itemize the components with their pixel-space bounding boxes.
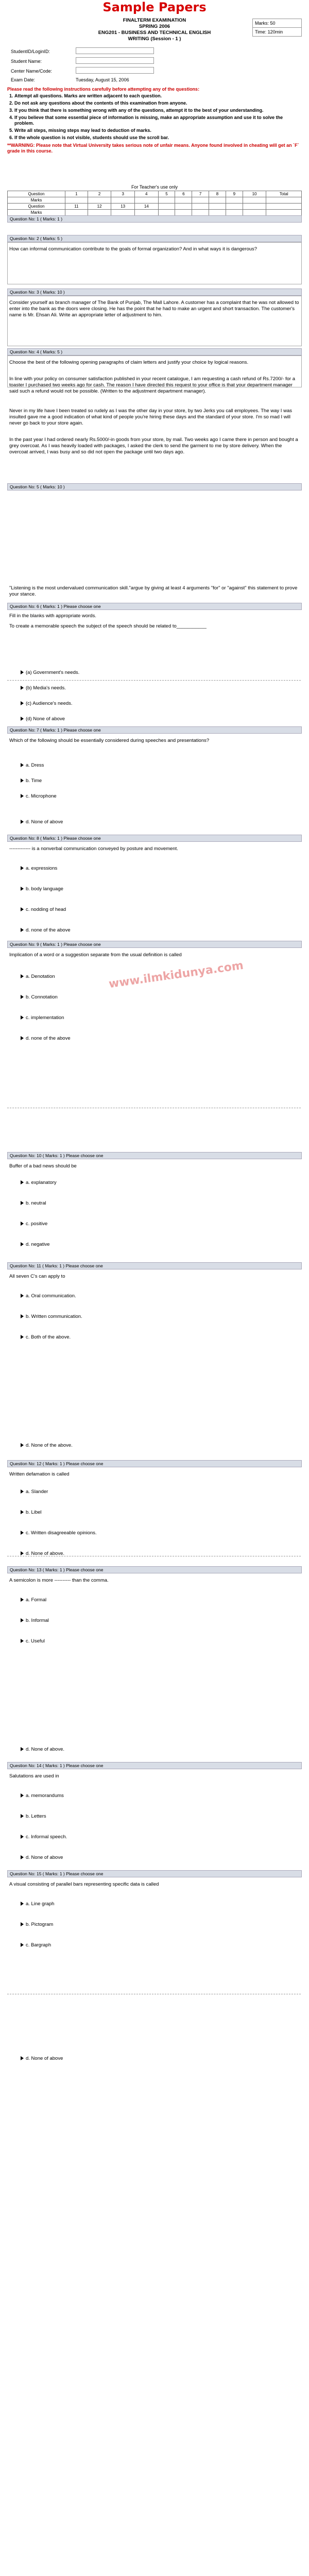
answer-option[interactable] [21,1638,278,1645]
answer-option[interactable] [21,1180,278,1186]
arrow-right-icon [21,1222,24,1226]
answer-option-label: d. None of above. [26,1551,64,1556]
arrow-right-icon [21,1443,24,1447]
arrow-right-icon [21,974,24,978]
answer-option-label: d. None of the above. [26,1443,73,1448]
question-header-bar: Question No: 4 ( Marks: 5 ) [7,348,302,355]
teacher-table-cell [209,197,226,204]
teacher-table-cell [192,204,209,210]
arrow-right-icon [21,866,24,870]
teacher-table-cell [209,210,226,216]
answer-option-label: a. expressions [26,866,58,871]
question-text: In line with your policy on consumer satisfaction published in your recent catalogue, I am requesting a cash refund of Rs.7200/- for a toaster I purchased two weeks ago for cash. The reason I have directed this request to your office is that your department manager said such a refund would not be possible. (Written to the adjustment department manager). [9,376,295,394]
question-text: A visual consisting of parallel bars representing specific data is called [9,1882,159,1887]
question-text: How can informal communication contribute to the goals of formal organization? And in what ways it is dangerous? [9,246,258,252]
arrow-right-icon [21,928,24,932]
question-text: Which of the following should be essentially considered during speeches and presentations? [9,738,210,743]
question-text: In the past year I had ordered nearly Rs.5000/-in goods from your store, by mail. Two weeks ago I came there in person and bought a grey overcoat. As I was heavily loaded with packages, I asked the clerk to send the garment to me by store delivery. When the overcoat arrived, I was busy and so did not open the package until two days ago. [9,437,298,455]
answer-option[interactable] [21,716,278,722]
answer-option-label: d. negative [26,1242,50,1247]
answer-option[interactable] [21,866,278,872]
answer-option-label: d. None of above [26,819,63,825]
teacher-table-cell [134,197,158,204]
teacher-table-cell [209,204,226,210]
teacher-table-cell: 1 [65,191,88,197]
teacher-table-cell [226,204,243,210]
question-header-bar: Question No: 8 ( Marks: 1 ) Please choose one [7,835,302,842]
instruction-item: 5. Write all steps, missing steps may lead to deduction of marks. [14,128,301,133]
instruction-item: 6. If the whole question is not visible, students should use the scroll bar. [14,135,301,141]
question-header-bar: Question No: 2 ( Marks: 5 ) [7,235,302,242]
instruction-item: 4. If you believe that some essential piece of information is missing, make an appropriate assumption and use it to solve the problem. [14,115,301,126]
student-info [9,46,156,84]
answer-option-label: c. nodding of head [26,907,66,912]
answer-option-label: c. implementation [26,1015,64,1021]
question-text: Written defamation is called [9,1471,70,1477]
marks-box [252,19,302,37]
instruction-item: 2. Do not ask any questions about the contents of this examination from anyone. [14,100,301,106]
answer-option[interactable] [21,1314,278,1320]
arrow-right-icon [21,887,24,891]
question-text: All seven C's can apply to [9,1274,65,1279]
question-header-bar: Question No: 6 ( Marks: 1 ) Please choose one [7,603,302,610]
arrow-right-icon [21,701,24,705]
answer-option-label: b. Time [26,778,42,784]
answer-option-label: (a) Government's needs. [26,670,80,675]
arrow-right-icon [21,1793,24,1798]
teacher-table-cell: Question [8,191,65,197]
arrow-right-icon [21,1314,24,1318]
teacher-table-cell [88,197,111,204]
teacher-table-cell [111,210,135,216]
question-text: Buffer of a bad news should be [9,1163,77,1169]
center-label: Center Name/Code: [11,68,53,74]
answer-option[interactable] [21,1443,278,1449]
answer-option[interactable] [21,1814,278,1820]
answer-option[interactable] [21,1489,278,1495]
teacher-table-cell [266,210,302,216]
question-header-bar: Question No: 12 ( Marks: 1 ) Please choose one [7,1460,302,1467]
teacher-table-cell: 9 [226,191,243,197]
teacher-table-cell [134,210,158,216]
answer-option[interactable] [21,927,278,934]
arrow-right-icon [21,907,24,911]
teacher-table-cell [243,210,266,216]
answer-option[interactable] [21,994,278,1001]
answer-option[interactable] [21,1901,278,1907]
answer-option-label: d. None of above. [26,1747,64,1752]
warning-text: **WARNING: Please note that Virtual University takes serious note of unfair means. Anyone found involved in cheating will get an `F` grade in this course. [7,143,299,154]
question-text: To create a memorable speech the subject of the speech should be related to___________ [9,623,207,629]
teacher-table-cell: 12 [88,204,111,210]
arrow-right-icon [21,1747,24,1751]
teacher-table-cell: Marks [8,210,65,216]
question-text: Implication of a word or a suggestion separate from the usual definition is called [9,952,182,958]
student-name-field[interactable] [76,57,154,64]
arrow-right-icon [21,1510,24,1514]
instructions-title: Please read the following instructions carefully before attempting any of the questions: [7,87,200,92]
answer-option-label: b. neutral [26,1200,46,1206]
answer-option-label: d. None of above [26,2056,63,2061]
answer-option[interactable] [21,1834,278,1840]
arrow-right-icon [21,794,24,798]
answer-option-label: b. Written communication. [26,1314,82,1319]
teacher-table-cell [243,204,266,210]
answer-option[interactable] [21,819,278,825]
teacher-table-cell [192,197,209,204]
question-header-bar: Question No: 5 ( Marks: 10 ) [7,483,302,490]
answer-option[interactable] [21,1015,278,1021]
question-header-bar: Question No: 1 ( Marks: 1 ) [7,215,302,223]
answer-option[interactable] [21,1793,278,1799]
arrow-right-icon [21,1922,24,1926]
arrow-right-icon [21,670,24,674]
student-id-label: StudentID/LoginID: [11,48,50,54]
answer-option[interactable] [21,1942,278,1948]
answer-option[interactable] [21,778,278,784]
answer-option-label: c. Microphone [26,793,57,799]
answer-option-label: b. Connotation [26,994,58,1000]
teacher-table-cell: 3 [111,191,135,197]
question-header-bar: Question No: 15 ( Marks: 1 ) Please choose one [7,1870,302,1877]
teacher-table-cell [175,210,192,216]
answer-option-label: (d) None of above [26,716,65,722]
teacher-table-cell: 5 [158,191,175,197]
teacher-table-caption: For Teacher's use only [131,184,178,190]
question-header-bar: Question No: 11 ( Marks: 1 ) Please choose one [7,1262,302,1269]
arrow-right-icon [21,1551,24,1555]
instructions [7,87,301,154]
teacher-table-cell [266,204,302,210]
paper-header [77,18,232,42]
page-header-title: Sample Papers [102,0,207,14]
question-header-bar: Question No: 7 ( Marks: 1 ) Please choose one [7,726,302,734]
answer-option[interactable] [21,685,278,691]
answer-option[interactable] [21,1618,278,1624]
arrow-right-icon [21,820,24,824]
answer-option-label: c. Both of the above. [26,1334,71,1340]
question-header-bar: Question No: 13 ( Marks: 1 ) Please choose one [7,1566,302,1573]
answer-option-label: d. none of the above [26,1036,71,1041]
arrow-right-icon [21,1598,24,1602]
teacher-table-cell: 4 [134,191,158,197]
arrow-right-icon [21,1335,24,1339]
arrow-right-icon [21,1180,24,1184]
answer-option[interactable] [21,1922,278,1928]
answer-option-label: d. none of the above [26,927,71,933]
total-marks: Marks: 50 [253,19,302,28]
answer-option-label: a. Formal [26,1597,47,1603]
teacher-table-cell: 11 [65,204,88,210]
question-header-bar: Question No: 14 ( Marks: 1 ) Please choose one [7,1762,302,1769]
answer-option-label: b. Pictogram [26,1922,54,1927]
answer-option[interactable] [21,2056,278,2062]
teacher-table-cell [175,197,192,204]
question-text: "Listening is the most undervalued communication skill."argue by giving at least 4 arguments "for" or "against" this statement to prove your stance. [9,585,298,597]
teacher-table-cell [226,197,243,204]
answer-option[interactable] [21,1747,278,1753]
answer-option[interactable] [21,701,278,707]
exam-date-value: Tuesday, August 15, 2006 [76,77,129,82]
answer-option-label: a. Slander [26,1489,48,1495]
answer-option-label: a. Line graph [26,1901,55,1907]
teacher-table-cell: 14 [134,204,158,210]
question-header-bar: Question No: 9 ( Marks: 1 ) Please choose one [7,941,302,948]
arrow-right-icon [21,1902,24,1906]
teacher-table-cell [158,204,175,210]
arrow-right-icon [21,1835,24,1839]
answer-option[interactable] [21,670,278,676]
question-text: A semicolon is more ---------- than the comma. [9,1578,109,1583]
answer-option[interactable] [21,886,278,892]
answer-option-label: a. memorandums [26,1793,64,1799]
answer-option-label: b. Informal [26,1618,49,1623]
page-separator [7,680,301,681]
arrow-right-icon [21,1294,24,1298]
answer-option[interactable] [21,762,278,769]
teacher-table-cell: Total [266,191,302,197]
answer-option-label: a. Denotation [26,974,55,979]
answer-option-label: c. positive [26,1221,48,1227]
semester: SPRING 2006 [139,24,170,29]
answer-option-label: b. body language [26,886,63,892]
question-text: Choose the best of the following opening paragraphs of claim letters and justify your choice by logical reasons. [9,360,249,365]
teacher-table-cell [88,210,111,216]
teacher-table-cell: 2 [88,191,111,197]
answer-option[interactable] [21,1334,278,1341]
teacher-table-cell [158,210,175,216]
arrow-right-icon [21,1943,24,1947]
question-text: Never in my life have I been treated so rudely as I was the other day in your store, by two Jerks you call employees. The way I was insulted gave me a good indication of what kind of people you're hiring these days and the standard of your store. I'm so mad I will never go back to your store again. [9,408,292,426]
answer-option-label: a. Oral communication. [26,1293,76,1299]
teacher-table-cell [65,210,88,216]
teacher-table-cell: 8 [209,191,226,197]
arrow-right-icon [21,1242,24,1246]
teacher-table-cell [158,197,175,204]
instruction-item: 1. Attempt all questions. Marks are written adjacent to each question. [14,93,301,99]
question-text: ------------- is a nonverbal communication conveyed by posture and movement. [9,846,178,852]
teacher-table [7,191,302,216]
answer-option-label: d. None of above [26,1855,63,1860]
arrow-right-icon [21,1489,24,1494]
course-name: ENG201 - BUSINESS AND TECHNICAL ENGLISH [98,30,211,36]
arrow-right-icon [21,2056,24,2060]
answer-option-label: c. Informal speech. [26,1834,67,1840]
exam-date-label: Exam Date: [11,77,36,82]
student-name-label: Student Name: [11,58,42,64]
arrow-right-icon [21,1015,24,1020]
teacher-table-cell: 13 [111,204,135,210]
answer-option[interactable] [21,1200,278,1207]
teacher-table-cell: Question [8,204,65,210]
answer-option[interactable] [21,1036,278,1042]
answer-option[interactable] [21,907,278,913]
teacher-table-cell [65,197,88,204]
answer-option[interactable] [21,1242,278,1248]
student-id-field[interactable] [76,47,154,54]
answer-option-label: c. Written disagreeable opinions. [26,1530,97,1536]
answer-option[interactable] [21,1597,278,1603]
answer-option-label: b. Libel [26,1510,42,1515]
arrow-right-icon [21,995,24,999]
answer-option[interactable] [21,793,278,800]
time-allowed: Time: 120min [253,28,302,37]
answer-option-label: a. Dress [26,762,44,768]
arrow-right-icon [21,763,24,767]
arrow-right-icon [21,778,24,783]
answer-option-label: c. Useful [26,1638,45,1644]
teacher-table-cell: 6 [175,191,192,197]
answer-option-label: c. Bargraph [26,1942,52,1948]
session-name: WRITING (Session - 1 ) [128,36,181,42]
teacher-table-cell: 10 [243,191,266,197]
arrow-right-icon [21,1201,24,1205]
answer-option-label: (c) Audience's needs. [26,701,73,706]
arrow-right-icon [21,1618,24,1622]
answer-option[interactable] [21,1293,278,1299]
question-text: Fill in the blanks with appropriate words. [9,613,96,619]
question-header-bar: Question No: 3 ( Marks: 10 ) [7,289,302,296]
instruction-item: 3. If you think that there is something wrong with any of the questions, attempt it to the best of your understanding. [14,108,301,113]
arrow-right-icon [21,1814,24,1818]
arrow-right-icon [21,717,24,721]
teacher-table-cell [111,197,135,204]
answer-option[interactable] [21,1530,278,1536]
answer-option[interactable] [21,1855,278,1861]
arrow-right-icon [21,686,24,690]
answer-option[interactable] [21,974,278,980]
teacher-table-cell: Marks [8,197,65,204]
question-header-bar: Question No: 10 ( Marks: 1 ) Please choose one [7,1152,302,1159]
answer-option[interactable] [21,1221,278,1227]
teacher-table-cell [226,210,243,216]
exam-title: FINALTERM EXAMINATION [123,18,186,23]
teacher-table-cell [175,204,192,210]
teacher-table-cell [243,197,266,204]
arrow-right-icon [21,1639,24,1643]
teacher-table-cell: 7 [192,191,209,197]
answer-option[interactable] [21,1510,278,1516]
answer-option-label: a. explanatory [26,1180,57,1185]
arrow-right-icon [21,1036,24,1040]
answer-option-label: (b) Media's needs. [26,685,66,691]
arrow-right-icon [21,1855,24,1859]
center-field[interactable] [76,67,154,74]
teacher-table-cell [192,210,209,216]
question-text: Salutations are used in [9,1773,59,1779]
teacher-table-cell [266,197,302,204]
question-text: Consider yourself as branch manager of The Bank of Punjab, The Mall Lahore. A customer has a complaint that he was not allowed to enter into the bank as the doors were closing. He has the point that he had to make an urgent and short transaction. The customer's name is Mr. Ehsan Ali. Write an appropriate letter of adjustment to him. [9,300,299,318]
watermark-text: www.ilmkidunya.com [108,959,245,991]
arrow-right-icon [21,1531,24,1535]
answer-option-label: b. Letters [26,1814,46,1819]
